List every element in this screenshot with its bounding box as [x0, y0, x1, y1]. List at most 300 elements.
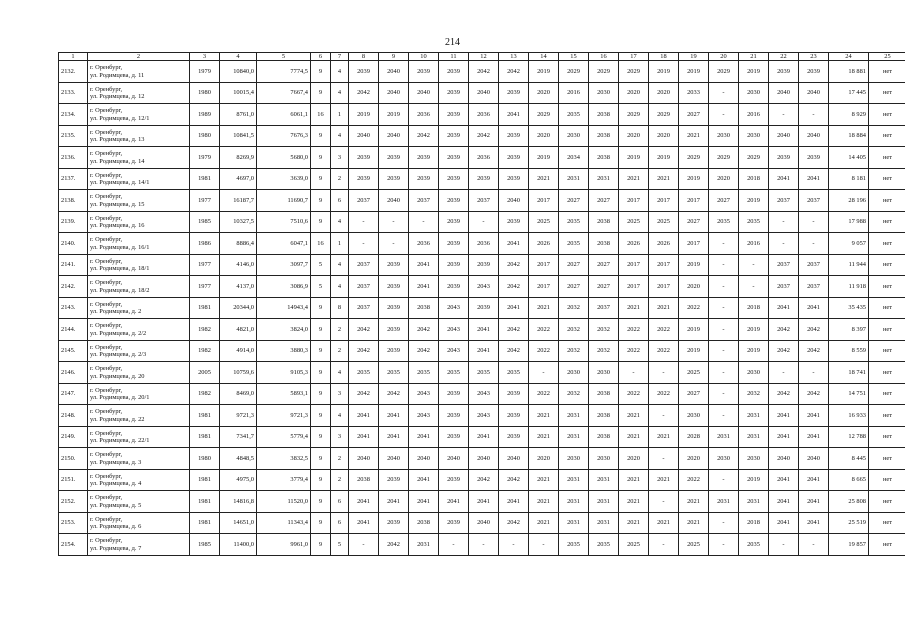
cell-col-18: 2021 [649, 426, 679, 448]
cell-col-3: 1981 [190, 426, 220, 448]
cell-col-22: 2042 [769, 340, 799, 362]
cell-col-6: 9 [311, 491, 331, 513]
cell-col-6: 9 [311, 340, 331, 362]
cell-col-11: 2041 [439, 491, 469, 513]
cell-col-3: 1989 [190, 104, 220, 126]
cell-col-20: 2020 [709, 168, 739, 190]
cell-col-3: 1981 [190, 297, 220, 319]
cell-col-6: 9 [311, 125, 331, 147]
cell-col-16: 2038 [589, 405, 619, 427]
cell-col-14: 2019 [529, 61, 559, 83]
cell-col-17: 2020 [619, 82, 649, 104]
cell-col-7: 4 [331, 362, 349, 384]
cell-col-17: 2022 [619, 319, 649, 341]
cell-col-20: 2030 [709, 125, 739, 147]
cell-col-20: 2030 [709, 448, 739, 470]
cell-col-5: 11520,0 [257, 491, 311, 513]
cell-col-24: 14 751 [829, 383, 869, 405]
cell-col-17: 2017 [619, 276, 649, 298]
cell-col-7: 2 [331, 168, 349, 190]
cell-col-8: 2042 [349, 319, 379, 341]
row-number-cell: 2150. [59, 448, 88, 470]
cell-col-22: 2041 [769, 426, 799, 448]
cell-col-16: 2037 [589, 297, 619, 319]
cell-col-7: 4 [331, 254, 349, 276]
cell-col-4: 7341,7 [220, 426, 257, 448]
address-city: г. Оренбург, [90, 322, 123, 330]
row-number-cell: 2151. [59, 469, 88, 491]
cell-col-22: - [769, 104, 799, 126]
cell-col-18: - [649, 534, 679, 556]
cell-col-11: 2039 [439, 405, 469, 427]
cell-col-6: 9 [311, 168, 331, 190]
cell-col-21: 2029 [739, 147, 769, 169]
cell-col-11: 2035 [439, 362, 469, 384]
address-cell [88, 469, 190, 491]
cell-col-20: 2029 [709, 61, 739, 83]
address-city: г. Оренбург, [90, 171, 123, 179]
cell-col-25: нет [869, 276, 905, 298]
cell-col-25: нет [869, 147, 905, 169]
cell-col-13: 2042 [499, 340, 529, 362]
address-cell [88, 448, 190, 470]
cell-col-21: 2016 [739, 233, 769, 255]
cell-col-16: 2038 [589, 211, 619, 233]
address-street: ул. Родимцева, д. 20 [90, 372, 145, 380]
cell-col-6: 9 [311, 297, 331, 319]
address-city: г. Оренбург, [90, 107, 123, 115]
cell-col-10: 2035 [409, 362, 439, 384]
cell-col-5: 3824,0 [257, 319, 311, 341]
cell-col-4: 4848,5 [220, 448, 257, 470]
cell-col-7: 3 [331, 383, 349, 405]
cell-col-5: 7667,4 [257, 82, 311, 104]
cell-col-13: 2039 [499, 147, 529, 169]
cell-col-10: 2041 [409, 491, 439, 513]
cell-col-21: - [739, 254, 769, 276]
cell-col-24: 9 057 [829, 233, 869, 255]
cell-col-16: 2038 [589, 147, 619, 169]
cell-col-23: - [799, 233, 829, 255]
cell-col-5: 11690,7 [257, 190, 311, 212]
cell-col-6: 9 [311, 469, 331, 491]
cell-col-19: 2020 [679, 276, 709, 298]
row-number-cell: 2154. [59, 534, 88, 556]
cell-col-22: 2040 [769, 448, 799, 470]
address-cell [88, 405, 190, 427]
cell-col-24: 11 918 [829, 276, 869, 298]
cell-col-17: 2021 [619, 297, 649, 319]
cell-col-14: 2029 [529, 104, 559, 126]
row-number-cell: 2148. [59, 405, 88, 427]
cell-col-24: 18 881 [829, 61, 869, 83]
cell-col-15: 2027 [559, 254, 589, 276]
cell-col-16: 2038 [589, 426, 619, 448]
cell-col-17: 2025 [619, 211, 649, 233]
table-row [59, 340, 905, 362]
cell-col-7: 2 [331, 469, 349, 491]
table-row [59, 405, 905, 427]
cell-col-21: 2019 [739, 61, 769, 83]
cell-col-24: 8 929 [829, 104, 869, 126]
cell-col-23: 2041 [799, 491, 829, 513]
column-number-4: 4 [220, 53, 257, 61]
cell-col-8: 2019 [349, 104, 379, 126]
cell-col-11: 2039 [439, 276, 469, 298]
cell-col-16: 2027 [589, 254, 619, 276]
cell-col-8: 2041 [349, 426, 379, 448]
cell-col-9: 2040 [379, 448, 409, 470]
cell-col-20: - [709, 82, 739, 104]
cell-col-24: 8 665 [829, 469, 869, 491]
cell-col-7: 2 [331, 340, 349, 362]
table-row [59, 448, 905, 470]
cell-col-15: 2032 [559, 297, 589, 319]
address-city: г. Оренбург, [90, 236, 123, 244]
cell-col-19: 2020 [679, 448, 709, 470]
cell-col-19: 2021 [679, 125, 709, 147]
cell-col-23: 2042 [799, 383, 829, 405]
cell-col-14: 2021 [529, 491, 559, 513]
cell-col-12: 2041 [469, 426, 499, 448]
row-number-cell: 2140. [59, 233, 88, 255]
cell-col-17: 2021 [619, 491, 649, 513]
address-cell [88, 104, 190, 126]
cell-col-3: 1979 [190, 147, 220, 169]
cell-col-8: 2037 [349, 190, 379, 212]
address-street: ул. Родимцева, д. 12/1 [90, 114, 150, 122]
cell-col-11: - [439, 534, 469, 556]
address-street: ул. Родимцева, д. 22/1 [90, 437, 150, 445]
cell-col-22: 2041 [769, 297, 799, 319]
cell-col-7: 3 [331, 147, 349, 169]
cell-col-16: 2030 [589, 448, 619, 470]
cell-col-14: 2020 [529, 448, 559, 470]
address-cell [88, 190, 190, 212]
cell-col-14: 2021 [529, 469, 559, 491]
column-number-15: 15 [559, 53, 589, 61]
cell-col-17: 2021 [619, 512, 649, 534]
row-number-cell: 2136. [59, 147, 88, 169]
cell-col-16: 2038 [589, 125, 619, 147]
cell-col-25: нет [869, 168, 905, 190]
cell-col-10: 2038 [409, 512, 439, 534]
cell-col-7: 3 [331, 426, 349, 448]
cell-col-15: 2031 [559, 168, 589, 190]
cell-col-6: 9 [311, 512, 331, 534]
column-number-11: 11 [439, 53, 469, 61]
cell-col-13: 2039 [499, 211, 529, 233]
cell-col-25: нет [869, 491, 905, 513]
address-street: ул. Родимцева, д. 7 [90, 544, 142, 552]
address-cell [88, 233, 190, 255]
cell-col-21: 2030 [739, 125, 769, 147]
cell-col-24: 17 445 [829, 82, 869, 104]
cell-col-20: - [709, 362, 739, 384]
cell-col-24: 18 884 [829, 125, 869, 147]
column-number-8: 8 [349, 53, 379, 61]
cell-col-19: 2019 [679, 340, 709, 362]
cell-col-15: 2031 [559, 491, 589, 513]
column-number-22: 22 [769, 53, 799, 61]
cell-col-7: 2 [331, 448, 349, 470]
cell-col-8: 2041 [349, 491, 379, 513]
cell-col-25: нет [869, 297, 905, 319]
cell-col-12: 2036 [469, 147, 499, 169]
cell-col-6: 16 [311, 104, 331, 126]
table-row [59, 534, 905, 556]
cell-col-5: 3097,7 [257, 254, 311, 276]
cell-col-10: 2043 [409, 383, 439, 405]
cell-col-24: 25 519 [829, 512, 869, 534]
cell-col-20: - [709, 319, 739, 341]
cell-col-4: 14651,0 [220, 512, 257, 534]
address-cell [88, 254, 190, 276]
cell-col-9: 2035 [379, 362, 409, 384]
cell-col-8: - [349, 211, 379, 233]
cell-col-10: 2039 [409, 168, 439, 190]
cell-col-21: 2030 [739, 82, 769, 104]
cell-col-20: - [709, 297, 739, 319]
cell-col-8: 2039 [349, 168, 379, 190]
cell-col-21: 2031 [739, 491, 769, 513]
cell-col-7: 5 [331, 534, 349, 556]
column-number-2: 2 [88, 53, 190, 61]
cell-col-23: 2037 [799, 254, 829, 276]
page-number: 214 [445, 37, 460, 48]
cell-col-20: - [709, 276, 739, 298]
cell-col-10: 2038 [409, 297, 439, 319]
cell-col-7: 4 [331, 405, 349, 427]
cell-col-25: нет [869, 362, 905, 384]
column-number-21: 21 [739, 53, 769, 61]
cell-col-18: 2020 [649, 82, 679, 104]
cell-col-23: 2041 [799, 297, 829, 319]
cell-col-21: 2019 [739, 319, 769, 341]
cell-col-8: 2037 [349, 276, 379, 298]
cell-col-22: 2041 [769, 405, 799, 427]
cell-col-12: - [469, 211, 499, 233]
cell-col-20: - [709, 534, 739, 556]
cell-col-16: 2031 [589, 168, 619, 190]
cell-col-6: 9 [311, 405, 331, 427]
table-row [59, 125, 905, 147]
column-number-9: 9 [379, 53, 409, 61]
cell-col-15: 2032 [559, 340, 589, 362]
cell-col-7: 1 [331, 233, 349, 255]
row-number-cell: 2132. [59, 61, 88, 83]
cell-col-12: 2043 [469, 276, 499, 298]
cell-col-12: 2042 [469, 61, 499, 83]
cell-col-18: 2017 [649, 190, 679, 212]
cell-col-6: 9 [311, 61, 331, 83]
column-number-18: 18 [649, 53, 679, 61]
table-row [59, 61, 905, 83]
column-number-19: 19 [679, 53, 709, 61]
row-number-cell: 2141. [59, 254, 88, 276]
cell-col-3: 1980 [190, 125, 220, 147]
cell-col-23: - [799, 362, 829, 384]
cell-col-8: 2039 [349, 61, 379, 83]
cell-col-21: 2031 [739, 426, 769, 448]
cell-col-21: 2019 [739, 469, 769, 491]
cell-col-23: 2039 [799, 147, 829, 169]
cell-col-7: 4 [331, 276, 349, 298]
cell-col-3: 1977 [190, 254, 220, 276]
cell-col-11: 2043 [439, 297, 469, 319]
cell-col-20: - [709, 512, 739, 534]
cell-col-13: 2039 [499, 125, 529, 147]
cell-col-21: 2032 [739, 383, 769, 405]
address-street: ул. Родимцева, д. 4 [90, 480, 142, 488]
cell-col-10: 2040 [409, 82, 439, 104]
cell-col-13: 2042 [499, 469, 529, 491]
cell-col-3: 1982 [190, 383, 220, 405]
cell-col-10: 2039 [409, 61, 439, 83]
cell-col-11: 2039 [439, 147, 469, 169]
cell-col-9: 2039 [379, 168, 409, 190]
cell-col-13: 2041 [499, 297, 529, 319]
cell-col-11: 2039 [439, 168, 469, 190]
cell-col-20: - [709, 233, 739, 255]
cell-col-22: 2041 [769, 168, 799, 190]
cell-col-25: нет [869, 233, 905, 255]
cell-col-21: 2030 [739, 448, 769, 470]
cell-col-12: 2039 [469, 297, 499, 319]
cell-col-10: 2040 [409, 448, 439, 470]
cell-col-23: - [799, 211, 829, 233]
cell-col-18: 2022 [649, 319, 679, 341]
column-number-20: 20 [709, 53, 739, 61]
cell-col-18: - [649, 491, 679, 513]
cell-col-10: 2042 [409, 319, 439, 341]
cell-col-8: - [349, 534, 379, 556]
cell-col-18: 2020 [649, 125, 679, 147]
address-street: ул. Родимцева, д. 3 [90, 458, 142, 466]
cell-col-18: 2021 [649, 168, 679, 190]
cell-col-20: - [709, 254, 739, 276]
cell-col-22: - [769, 211, 799, 233]
cell-col-12: 2037 [469, 190, 499, 212]
column-number-25: 25 [869, 53, 905, 61]
cell-col-10: 2041 [409, 426, 439, 448]
cell-col-20: 2035 [709, 211, 739, 233]
cell-col-13: 2040 [499, 448, 529, 470]
cell-col-21: 2035 [739, 211, 769, 233]
cell-col-4: 14816,8 [220, 491, 257, 513]
cell-col-5: 3832,5 [257, 448, 311, 470]
cell-col-10: 2039 [409, 147, 439, 169]
cell-col-14: 2025 [529, 211, 559, 233]
cell-col-24: 17 988 [829, 211, 869, 233]
cell-col-23: - [799, 534, 829, 556]
cell-col-16: 2038 [589, 383, 619, 405]
cell-col-8: 2037 [349, 297, 379, 319]
cell-col-13: 2042 [499, 512, 529, 534]
address-cell [88, 491, 190, 513]
address-city: г. Оренбург, [90, 214, 123, 222]
cell-col-19: 2021 [679, 512, 709, 534]
cell-col-13: 2041 [499, 233, 529, 255]
cell-col-17: 2029 [619, 61, 649, 83]
cell-col-5: 6047,1 [257, 233, 311, 255]
cell-col-19: 2019 [679, 168, 709, 190]
cell-col-15: 2027 [559, 276, 589, 298]
cell-col-7: 6 [331, 512, 349, 534]
cell-col-4: 4914,0 [220, 340, 257, 362]
cell-col-17: 2021 [619, 469, 649, 491]
cell-col-17: 2025 [619, 534, 649, 556]
cell-col-4: 10841,5 [220, 125, 257, 147]
table-row [59, 362, 905, 384]
cell-col-9: 2040 [379, 61, 409, 83]
cell-col-8: 2040 [349, 125, 379, 147]
cell-col-23: 2040 [799, 125, 829, 147]
cell-col-18: 2017 [649, 254, 679, 276]
cell-col-12: 2035 [469, 362, 499, 384]
cell-col-11: 2039 [439, 82, 469, 104]
cell-col-3: 1986 [190, 233, 220, 255]
cell-col-3: 1982 [190, 340, 220, 362]
cell-col-20: - [709, 383, 739, 405]
column-number-5: 5 [257, 53, 311, 61]
cell-col-11: 2039 [439, 104, 469, 126]
cell-col-20: 2027 [709, 190, 739, 212]
address-street: ул. Родимцева, д. 2/2 [90, 329, 147, 337]
cell-col-16: 2032 [589, 319, 619, 341]
cell-col-12: 2041 [469, 319, 499, 341]
table-row [59, 383, 905, 405]
cell-col-25: нет [869, 383, 905, 405]
row-number-cell: 2139. [59, 211, 88, 233]
cell-col-14: 2017 [529, 254, 559, 276]
cell-col-8: 2041 [349, 512, 379, 534]
cell-col-17: 2020 [619, 125, 649, 147]
cell-col-5: 7774,5 [257, 61, 311, 83]
cell-col-19: 2022 [679, 469, 709, 491]
cell-col-6: 9 [311, 362, 331, 384]
address-cell [88, 211, 190, 233]
cell-col-9: 2042 [379, 383, 409, 405]
cell-col-15: 2035 [559, 534, 589, 556]
cell-col-25: нет [869, 469, 905, 491]
cell-col-22: 2039 [769, 147, 799, 169]
cell-col-3: 1981 [190, 512, 220, 534]
cell-col-17: 2017 [619, 190, 649, 212]
cell-col-7: 6 [331, 190, 349, 212]
cell-col-18: 2019 [649, 61, 679, 83]
cell-col-22: 2042 [769, 383, 799, 405]
row-number-cell: 2144. [59, 319, 88, 341]
cell-col-11: 2039 [439, 512, 469, 534]
cell-col-17: 2029 [619, 104, 649, 126]
cell-col-3: 1981 [190, 469, 220, 491]
table-row [59, 319, 905, 341]
cell-col-9: 2040 [379, 125, 409, 147]
cell-col-13: 2041 [499, 491, 529, 513]
cell-col-4: 8469,0 [220, 383, 257, 405]
cell-col-19: 2021 [679, 491, 709, 513]
row-number-cell: 2134. [59, 104, 88, 126]
cell-col-7: 8 [331, 297, 349, 319]
cell-col-8: - [349, 233, 379, 255]
cell-col-4: 4146,0 [220, 254, 257, 276]
address-street: ул. Родимцева, д. 18/2 [90, 286, 150, 294]
cell-col-17: 2019 [619, 147, 649, 169]
address-street: ул. Родимцева, д. 16/1 [90, 243, 150, 251]
address-city: г. Оренбург, [90, 64, 123, 72]
cell-col-23: 2041 [799, 405, 829, 427]
